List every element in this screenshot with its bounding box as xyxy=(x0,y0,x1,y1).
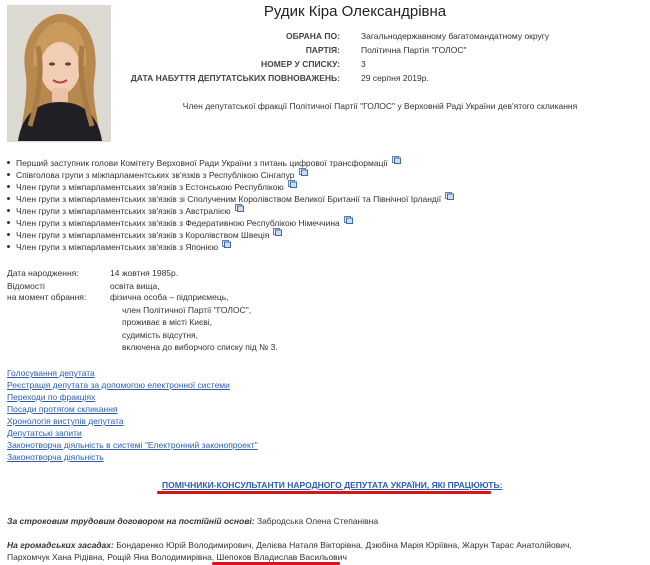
party-value: Політична Партія "ГОЛОС" xyxy=(361,45,467,55)
document-icon[interactable] xyxy=(288,180,297,188)
details-line: судимість відсутня, xyxy=(122,330,199,340)
role-item xyxy=(6,205,454,217)
birth-date-value: 14 жовтня 1985р. xyxy=(110,268,179,278)
role-item xyxy=(6,217,454,229)
document-icon[interactable] xyxy=(273,228,282,236)
document-icon[interactable] xyxy=(445,192,454,200)
details-label-line1: Відомості xyxy=(7,281,45,291)
role-text: Член групи з міжпарламентських зв'язків з Естонською Республікою xyxy=(16,182,284,192)
role-item xyxy=(6,181,454,193)
contract-label: За строковим трудовим договором на постійній основі: xyxy=(7,516,255,526)
roles-list xyxy=(6,157,454,253)
birth-date-label: Дата народження: xyxy=(7,268,79,278)
faction-membership: Член депутатської фракції Політичної Партії "ГОЛОС" у Верховній Раді України дев'ятого скликання xyxy=(182,101,578,111)
public-names-line1: Бондаренко Юрій Володимирович, Делієва Наталя Вікторівна, Дзюбіна Марія Юріївна, Жарун Тарас Анатолійович, xyxy=(116,540,572,550)
contract-assistants xyxy=(7,516,378,526)
details-line: фізична особа – підприємець, xyxy=(110,292,229,302)
portrait-image xyxy=(8,6,110,141)
elected-by-label: ОБРАНА ПО: xyxy=(286,31,340,41)
assistants-title[interactable]: ПОМІЧНИКИ-КОНСУЛЬТАНТИ НАРОДНОГО ДЕПУТАТА УКРАЇНИ, ЯКІ ПРАЦЮЮТЬ: xyxy=(162,480,503,490)
link-speeches[interactable]: Хронологія виступів депутата xyxy=(7,416,124,426)
party-label: ПАРТІЯ: xyxy=(305,45,340,55)
role-item xyxy=(6,157,454,169)
role-item xyxy=(6,193,454,205)
public-names-line2: Пархомчук Хана Рідівна, Рощій Яна Володимирівна, xyxy=(7,552,215,562)
details-line: включена до виборчого списку під № 3. xyxy=(122,342,278,352)
document-icon[interactable] xyxy=(222,240,231,248)
details-line: освіта вища, xyxy=(110,281,160,291)
role-text: Член групи з міжпарламентських зв'язків з Японією xyxy=(16,242,219,252)
highlighted-assistant-name: Шепоков Владислав Васильович xyxy=(216,552,347,562)
highlight-underline xyxy=(157,491,491,494)
contract-names: Забродська Олена Степанівна xyxy=(256,516,379,526)
role-item xyxy=(6,169,454,181)
details-line: член Політичної Партії "ГОЛОС", xyxy=(122,305,252,315)
document-icon[interactable] xyxy=(235,204,244,212)
role-text: Співголова групи з міжпарламентських зв'язків з Республікою Сінгапур xyxy=(16,170,295,180)
document-icon[interactable] xyxy=(344,216,353,224)
role-text: Член групи з міжпарламентських зв'язків з Федеративною Республікою Німеччина xyxy=(16,218,340,228)
link-lawmaking[interactable]: Законотворча діяльність xyxy=(7,452,104,462)
role-text: Член групи з міжпарламентських зв'язків зі Сполученим Королівством Великої Британії та Північної Ірландії xyxy=(16,194,442,204)
role-item xyxy=(6,241,454,253)
list-number-label: НОМЕР У СПИСКУ: xyxy=(261,59,340,69)
document-icon[interactable] xyxy=(392,156,401,164)
mandate-date-value: 29 серпня 2019р. xyxy=(361,73,429,83)
deputy-photo xyxy=(7,5,111,142)
link-registration[interactable]: Реєстрація депутата за допомогою електронної системи xyxy=(7,380,230,390)
public-assistants-line2 xyxy=(7,552,347,562)
public-assistants-line1 xyxy=(7,540,572,550)
details-line: проживає в місті Києві, xyxy=(122,317,213,327)
link-votes[interactable]: Голосування депутата xyxy=(7,368,95,378)
role-text: Член групи з міжпарламентських зв'язків з Королівством Швеція xyxy=(16,230,270,240)
details-label-line2: на момент обрання: xyxy=(7,292,87,302)
list-number-value: 3 xyxy=(361,59,366,69)
elected-by-value: Загальнодержавному багатомандатному округу xyxy=(361,31,550,41)
role-text: Перший заступник голови Комітету Верховної Ради України з питань цифрової трансформації xyxy=(16,158,388,168)
document-icon[interactable] xyxy=(299,168,308,176)
link-e-lawmaking[interactable]: Законотворча діяльність в системі "Електронний законопроект" xyxy=(7,440,258,450)
mandate-date-label: ДАТА НАБУТТЯ ДЕПУТАТСЬКИХ ПОВНОВАЖЕНЬ: xyxy=(130,73,340,83)
link-inquiries[interactable]: Депутатські запити xyxy=(7,428,82,438)
link-positions[interactable]: Посади протягом скликання xyxy=(7,404,118,414)
link-faction-transfers[interactable]: Переходи по фракціях xyxy=(7,392,96,402)
deputy-name: Рудик Кіра Олександрівна xyxy=(263,3,447,20)
public-label: На громадських засадах: xyxy=(7,540,114,550)
role-text: Член групи з міжпарламентських зв'язків з Австралією xyxy=(16,206,231,216)
